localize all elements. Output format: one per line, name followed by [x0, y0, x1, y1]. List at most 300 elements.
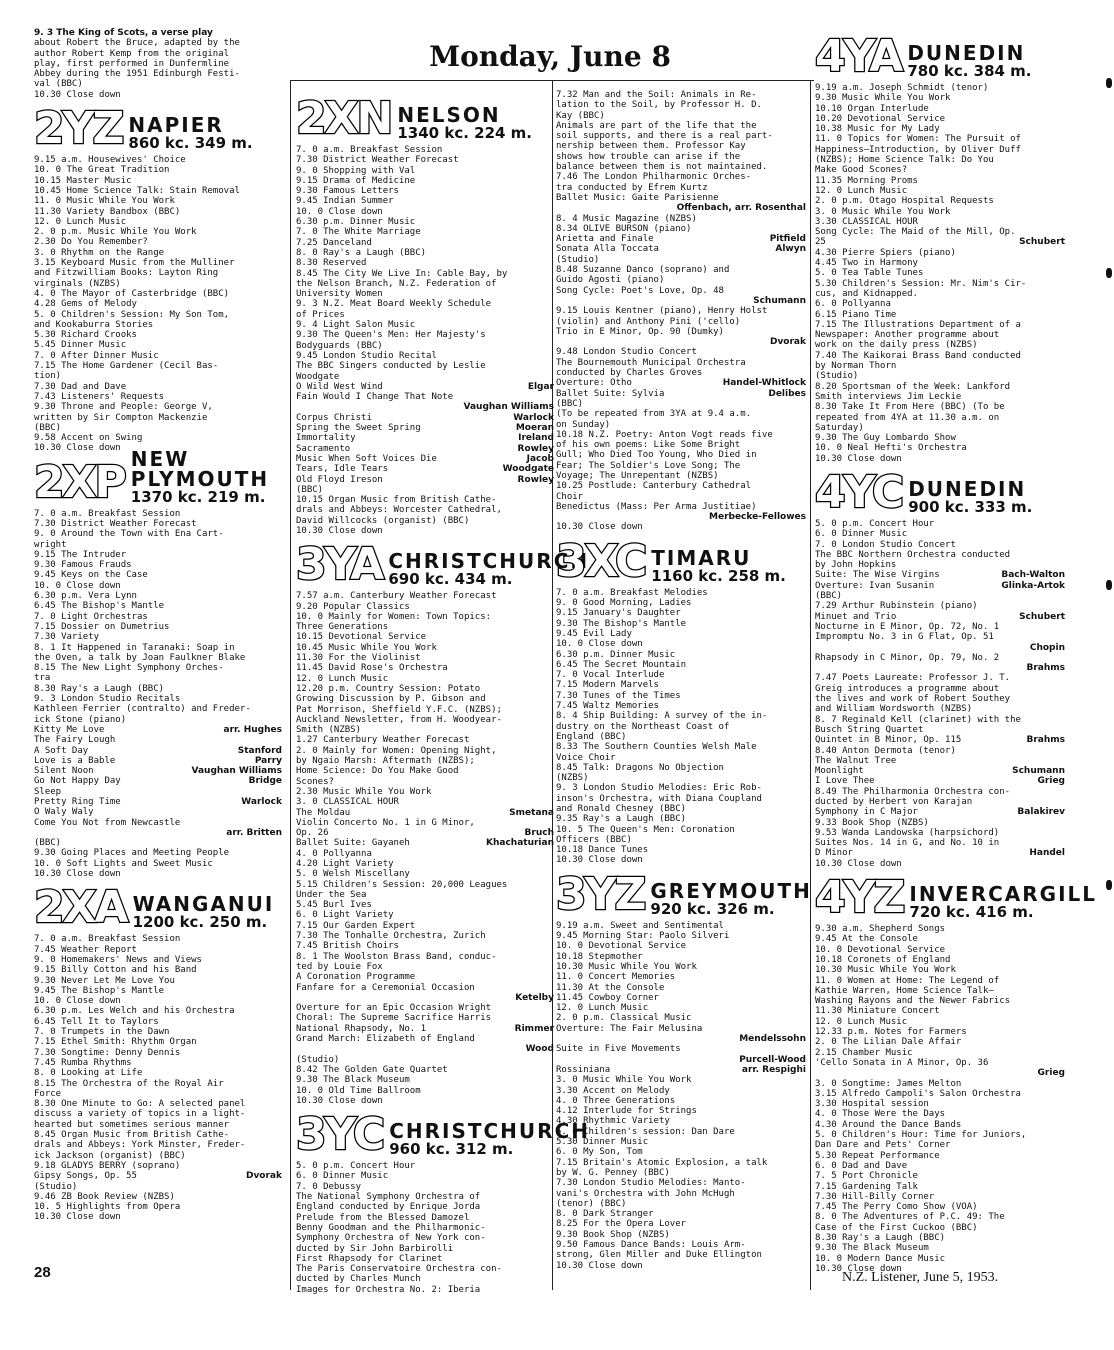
programme-text: England (BBC): [556, 731, 627, 742]
programme-line: [556, 1013, 806, 1023]
programme-line: [34, 519, 282, 529]
programme-text: of Prices: [296, 309, 345, 320]
programme-text: Smith interviews Jim Leckie: [815, 391, 962, 402]
programme-line: [34, 268, 282, 278]
programme-text: 6.30 p.m. Dinner Music: [296, 217, 416, 228]
programme-line: [815, 217, 1065, 227]
programme-line: [556, 763, 806, 773]
programme-line: [296, 341, 554, 351]
programme-text: drals and Abbeys: Worcester Cathedral,: [296, 505, 502, 516]
programme-text: 7.46 The London Philharmonic Orches-: [556, 172, 752, 183]
station-callsign: 4YA: [815, 31, 902, 82]
programme-text: 5.30 Dinner Music: [556, 1137, 649, 1148]
programme-line: [296, 1274, 554, 1284]
programme-line: [34, 704, 282, 714]
programme-text: 9. 0 Shopping with Val: [296, 165, 416, 176]
programme-text: 11. 0 Concert Memories: [556, 972, 676, 983]
programme-line: [556, 193, 806, 203]
programme-text: 8. 0 Ray's a Laugh (BBC): [296, 247, 427, 258]
programme-text: 9.15 January's Daughter: [556, 608, 681, 619]
programme-line: [34, 69, 282, 79]
programme-line: [556, 141, 806, 151]
programme-text: 7. 0 a.m. Breakfast Session: [34, 934, 181, 945]
programme-text: (violin) and Anthony Pini ('cello): [556, 316, 741, 327]
programme-line: [556, 265, 806, 275]
programme-text: 7.45 The Perry Como Show (VOA): [815, 1202, 978, 1213]
programme-text: 7.45 Rumba Rhythms: [34, 1057, 132, 1068]
programme-text: 8. 1 The Woolston Brass Band, conduc-: [296, 951, 497, 962]
programme-line: [34, 155, 282, 165]
programme-line: [296, 797, 554, 807]
programme-text: 7.15 The Home Gardener (Cecil Bas-: [34, 361, 219, 372]
programme-line: [34, 392, 282, 402]
programme-line: [815, 715, 1065, 725]
programme-line: [296, 238, 554, 248]
composer: Merbecke-Fellowes: [709, 512, 806, 523]
programme-text: The Moldau: [296, 807, 351, 818]
programme-text: 8. 7 Reginald Kell (clarinet) with the: [815, 714, 1021, 725]
station-city: TIMARU: [651, 545, 752, 570]
station-frequency: 1160 kc. 258 m.: [651, 566, 786, 585]
programme-text: Woodgate: [296, 371, 340, 382]
programme-text: 9.15 Louis Kentner (piano), Henry Holst: [556, 306, 768, 317]
programme-line: [556, 1044, 806, 1054]
programme-line: [815, 1151, 1065, 1161]
programme-line: [556, 450, 806, 460]
station-city: GREYMOUTH: [650, 878, 812, 903]
programme-line: [556, 111, 806, 121]
programme-text: 4.45 Two in Harmony: [815, 258, 918, 269]
composer: Elgar: [527, 381, 554, 392]
programme-line: [815, 371, 1065, 381]
programme-line: [34, 1202, 282, 1212]
programme-text: 9. 0 Around the Town with Ena Cart-: [34, 529, 224, 540]
programme-text: Corpus Christi: [296, 412, 372, 423]
programme-line: [296, 320, 554, 330]
station-city: NEW PLYMOUTH: [130, 446, 270, 491]
programme-text: 2. 0 Mainly for Women: Opening Night,: [296, 745, 497, 756]
programme-text: Go Not Happy Day: [34, 776, 121, 787]
programme-text: 8.33 The Southern Counties Welsh Male: [556, 742, 757, 753]
composer: Brahms: [1026, 735, 1065, 746]
programme-text: 8.45 Organ Music from British Cathe-: [34, 1130, 230, 1141]
programme-line: [556, 825, 806, 835]
programme-text: 9.33 Book Shop (NZBS): [815, 817, 929, 828]
programme-line: [815, 83, 1065, 93]
programme-line: [556, 941, 806, 951]
programme-text: (BBC): [34, 422, 62, 433]
programme-line: [815, 382, 1065, 392]
station-header: [34, 882, 282, 934]
programme-text: 9.46 ZB Book Review (NZBS): [34, 1191, 175, 1202]
programme-line: [34, 1048, 282, 1058]
programme-text: Saturday): [815, 422, 864, 433]
programme-line: [815, 828, 1065, 838]
programme-line: [556, 1055, 806, 1065]
programme-line: [34, 838, 282, 848]
programme-line: [34, 632, 282, 642]
programme-line: [556, 306, 806, 316]
programme-line: [815, 186, 1065, 196]
programme-line: [815, 1027, 1065, 1037]
programme-line: [556, 203, 806, 213]
programme-text: 7.57 a.m. Canterbury Weather Forecast: [296, 591, 497, 602]
programme-text: ducted by Charles Munch: [296, 1274, 421, 1285]
programme-text: 10.30 Close down: [296, 1095, 383, 1106]
programme-line: [296, 612, 554, 622]
programme-text: 12. 0 Lunch Music: [556, 1003, 649, 1014]
composer: Dvorak: [769, 337, 806, 348]
programme-text: 11. 0 Topics for Women: The Pursuit of: [815, 134, 1021, 145]
programme-line: [815, 248, 1065, 258]
programme-text: 9.18 GLADYS BERRY (soprano): [34, 1160, 181, 1171]
programme-text: 6. 0 Dad and Dave: [815, 1160, 908, 1171]
composer: Bach-Walton: [1001, 570, 1065, 581]
programme-text: hearted but sometimes serious manner: [34, 1119, 230, 1130]
programme-line: [556, 317, 806, 327]
programme-text: 8.30 Ray's a Laugh (BBC): [815, 1232, 946, 1243]
programme-line: [556, 660, 806, 670]
programme-text: Nocturne in E Minor, Op. 72, No. 1: [815, 621, 1000, 632]
programme-text: 10.25 Postlude: Canterbury Cathedral: [556, 481, 752, 492]
programme-text: 7. 0 Debussy: [296, 1181, 362, 1192]
programme-line: [296, 1003, 554, 1013]
programme-text: 9. 3 London Studio Recitals: [34, 694, 181, 705]
programme-text: Love is a Bable: [34, 755, 116, 766]
programme-line: [296, 756, 554, 766]
margin-mark: [1106, 880, 1112, 890]
programme-text: 10.18 N.Z. Poetry: Anton Vogt reads five: [556, 429, 773, 440]
programme-text: 9.45 Keys on the Case: [34, 570, 148, 581]
programme-line: [296, 217, 554, 227]
programme-text: National Rhapsody, No. 1: [296, 1023, 427, 1034]
programme-text: 5.45 Dinner Music: [34, 340, 127, 351]
programme-text: 10.20 Devotional Service: [815, 113, 946, 124]
programme-text: 10. 0 Old Time Ballroom: [296, 1085, 421, 1096]
programme-text: 9.30 Famous Letters: [296, 186, 399, 197]
programme-text: ick Stone (piano): [34, 714, 127, 725]
programme-line: [815, 643, 1065, 653]
programme-line: [556, 619, 806, 629]
programme-text: 12. 0 Lunch Music: [34, 216, 127, 227]
station-header: [296, 1109, 590, 1161]
programme-line: [556, 711, 806, 721]
programme-text: 6. 0 Pollyanna: [815, 299, 891, 310]
programme-line: [556, 983, 806, 993]
programme-line: [815, 838, 1065, 848]
programme-line: [556, 855, 806, 865]
programme-line: [296, 1096, 554, 1106]
programme-line: [296, 921, 554, 931]
composer: Schumann: [753, 295, 806, 306]
programme-text: 7.30 Dad and Dave: [34, 381, 127, 392]
programme-text: ick Jackson (organist) (BBC): [34, 1150, 186, 1161]
programme-text: 9.45 Indian Summer: [296, 196, 394, 207]
programme-line: [34, 413, 282, 423]
programme-text: 8. 0 Looking at Life: [34, 1068, 143, 1079]
programme-line: [815, 704, 1065, 714]
programme-line: [34, 299, 282, 309]
programme-line: [556, 1065, 806, 1075]
programme-line: [296, 1223, 554, 1233]
programme-line: [296, 910, 554, 920]
programme-line: [296, 972, 554, 982]
programme-line: [815, 746, 1065, 756]
programme-line: [556, 337, 806, 347]
programme-line: [815, 550, 1065, 560]
programme-line: [815, 279, 1065, 289]
programme-line: [34, 340, 282, 350]
programme-line: [815, 776, 1065, 786]
programme-text: 5. 0 Children's session: Dan Dare: [556, 1126, 735, 1137]
programme-line: [556, 972, 806, 982]
programme-text: (NZBS): [556, 773, 589, 784]
programme-text: The BBC Singers conducted by Leslie: [296, 361, 486, 372]
programme-text: discuss a variety of topics in a light-: [34, 1109, 246, 1120]
programme-line: [556, 1250, 806, 1260]
programme-text: Scones?: [296, 776, 334, 787]
programme-text: 7.15 Our Garden Expert: [296, 920, 416, 931]
programme-line: [815, 945, 1065, 955]
programme-text: 10.45 Music While You Work: [296, 642, 437, 653]
programme-line: [815, 1212, 1065, 1222]
station-frequency: 720 kc. 416 m.: [909, 903, 1034, 922]
programme-text: tra conducted by Efrem Kurtz: [556, 182, 708, 193]
programme-line: [34, 237, 282, 247]
programme-text: 7.30 Songtime: Denny Dennis: [34, 1047, 181, 1058]
programme-text: 7.45 Weather Report: [34, 944, 137, 955]
programme-line: [34, 945, 282, 955]
programme-text: 9.53 Wanda Landowska (harpsichord): [815, 827, 1000, 838]
programme-line: [556, 90, 806, 100]
programme-line: [34, 1006, 282, 1016]
programme-line: [815, 1254, 1065, 1264]
programme-text: 8.30 Reserved: [296, 258, 367, 269]
programme-line: [296, 1086, 554, 1096]
programme-text: 7. 0 a.m. Breakfast Session: [34, 508, 181, 519]
programme-text: 5.30 Repeat Performance: [815, 1150, 940, 1161]
programme-line: [296, 1264, 554, 1274]
programme-text: 7.47 Poets Laureate: Professor J. T.: [815, 673, 1011, 684]
programme-line: [556, 804, 806, 814]
programme-text: author Robert Kemp from the original: [34, 48, 230, 59]
programme-text: Grand March: Elizabeth of England: [296, 1034, 475, 1045]
programme-text: of his own poems: Like Some Bright: [556, 440, 741, 451]
page-title: Monday, June 8: [429, 40, 671, 73]
programme-line: [815, 443, 1065, 453]
programme-text: cus, and Kidnapped.: [815, 288, 918, 299]
programme-text: vani's Orchestra with John McHugh: [556, 1188, 735, 1199]
programme-line: [556, 327, 806, 337]
programme-line: [815, 986, 1065, 996]
programme-line: [556, 1024, 806, 1034]
programme-text: Washing Rayons and the Newer Fabrics: [815, 996, 1011, 1007]
programme-line: [556, 629, 806, 639]
programme-line: [815, 1006, 1065, 1016]
programme-text: 7.30 London Studio Melodies: Manto-: [556, 1178, 746, 1189]
programme-line: [296, 227, 554, 237]
programme-line: [556, 701, 806, 711]
programme-text: Overture for an Epic Occasion Wright: [296, 1003, 492, 1014]
programme-line: [556, 1158, 806, 1168]
composer: Handel: [1029, 848, 1065, 859]
programme-line: [815, 165, 1065, 175]
programme-line: [815, 1109, 1065, 1119]
programme-line: [296, 269, 554, 279]
programme-text: 9.35 Ray's a Laugh (BBC): [556, 814, 687, 825]
programme-text: 9.15 a.m. Housewives' Choice: [34, 155, 186, 166]
footer-credit: N.Z. Listener, June 5, 1953.: [842, 1270, 999, 1285]
programme-line: [296, 279, 554, 289]
programme-line: [296, 1244, 554, 1254]
programme-line: [556, 131, 806, 141]
programme-line: [556, 1106, 806, 1116]
programme-line: [815, 310, 1065, 320]
programme-text: 11.30 For the Violinist: [296, 653, 421, 664]
programme-line: [556, 639, 806, 649]
programme-line: [556, 962, 806, 972]
programme-line: [296, 1034, 554, 1044]
programme-text: 6. 0 My Son, Tom: [556, 1147, 643, 1158]
programme-text: 10.30 Close down: [815, 858, 902, 869]
composer: Offenbach, arr. Rosenthal: [676, 203, 806, 214]
programme-text: 12.20 p.m. Country Session: Potato: [296, 683, 481, 694]
programme-text: 9.15 Billy Cotton and his Band: [34, 965, 197, 976]
programme-line: [296, 694, 554, 704]
programme-text: and Fitzwilliam Books: Layton Ring: [34, 268, 219, 279]
programme-line: [815, 591, 1065, 601]
programme-line: [296, 464, 554, 474]
composer: Brahms: [1026, 663, 1065, 674]
programme-text: nership between them. Professor Kay: [556, 141, 746, 152]
programme-line: [34, 361, 282, 371]
station-city: NELSON: [397, 103, 501, 127]
programme-text: 4.30 Rhythmic Variety: [556, 1116, 670, 1127]
programme-text: 7. 0 Light Orchestras: [34, 611, 148, 622]
programme-text: dustry on the Northeast Coast of: [556, 721, 730, 732]
composer: Smetana: [509, 807, 554, 818]
programme-text: 5.30 Children's Session: Mr. Nim's Cir-: [815, 278, 1027, 289]
programme-text: (Studio): [815, 371, 859, 382]
programme-text: 5. 0 p.m. Concert Hour: [815, 518, 935, 529]
programme-text: 6. 0 Dinner Music: [815, 529, 908, 540]
programme-line: [815, 653, 1065, 663]
programme-text: written by Sir Compton Mackenzie: [34, 412, 208, 423]
programme-line: [34, 371, 282, 381]
programme-text: on Sunday): [556, 419, 611, 430]
programme-line: [556, 598, 806, 608]
programme-line: [34, 570, 282, 580]
composer: Parry: [254, 755, 282, 766]
programme-text: 9.30 The Bishop's Mantle: [556, 618, 687, 629]
programme-text: 10. 0 Close down: [556, 639, 643, 650]
programme-line: [296, 1055, 554, 1065]
programme-text: 7. 0 Trumpets in the Dawn: [34, 1027, 170, 1038]
programme-text: Song Cycle: Poet's Love, Op. 48: [556, 285, 724, 296]
programme-line: [815, 104, 1065, 114]
programme-line: [556, 794, 806, 804]
programme-text: and Ronald Chesney (BBC): [556, 804, 687, 814]
column-3: [556, 90, 812, 1271]
programme-line: [34, 1099, 282, 1109]
column-4: [815, 28, 1098, 1274]
programme-line: [296, 1171, 554, 1181]
programme-line: [34, 529, 282, 539]
programme-text: 3. 0 Music While You Work: [815, 206, 951, 217]
programme-text: (NZBS); Home Science Talk: Do You: [815, 155, 994, 166]
programme-text: 3.15 Keyboard Music from the Mulliner: [34, 258, 235, 269]
programme-line: [296, 1285, 554, 1295]
programme-line: [296, 186, 554, 196]
programme-line: [556, 224, 806, 234]
programme-text: 10. 0 Soft Lights and Sweet Music: [34, 858, 213, 869]
programme-line: [296, 735, 554, 745]
programme-line: [34, 176, 282, 186]
programme-text: 7.30 Tunes of the Times: [556, 690, 681, 701]
composer: Rowley: [517, 443, 554, 454]
programme-line: [296, 299, 554, 309]
programme-text: 10.30 Close down: [815, 1263, 902, 1274]
programme-text: 4.12 Interlude for Strings: [556, 1106, 697, 1117]
programme-text: 8.40 Anton Dermota (tenor): [815, 745, 956, 756]
programme-text: 9.30 The Black Museum: [296, 1075, 410, 1086]
programme-line: [556, 492, 806, 502]
programme-text: 10. 0 Close down: [34, 580, 121, 591]
programme-line: [296, 890, 554, 900]
programme-text: 5. 0 Children's Hour: Time for Juniors,: [815, 1130, 1027, 1141]
programme-text: 8.20 Sportsman of the Week: Lankford: [815, 381, 1011, 392]
programme-line: [815, 581, 1065, 591]
programme-text: 7.45 British Choirs: [296, 941, 399, 952]
programme-line: [556, 588, 806, 598]
programme-text: 4. 0 Those Were the Days: [815, 1109, 946, 1120]
programme-line: [815, 859, 1065, 869]
programme-line: [34, 591, 282, 601]
programme-line: [556, 1219, 806, 1229]
programme-line: [34, 550, 282, 560]
programme-line: [34, 828, 282, 838]
programme-line: [34, 601, 282, 611]
station-callsign: 3XC: [556, 535, 646, 587]
programme-text: Officers (BBC): [556, 834, 632, 845]
station-frequency: 920 kc. 326 m.: [650, 899, 775, 918]
programme-text: 10.18 Dance Tunes: [556, 845, 649, 856]
programme-text: 7. 0 London Studio Concert: [815, 539, 956, 550]
programme-line: [815, 1182, 1065, 1192]
programme-text: 9.58 Accent on Swing: [34, 433, 143, 444]
programme-line: [34, 38, 282, 48]
programme-line: [34, 1017, 282, 1027]
programme-line: [34, 423, 282, 433]
programme-text: 9.45 Evil Lady: [556, 628, 632, 639]
programme-text: 9.19 a.m. Sweet and Sentimental: [556, 920, 724, 931]
programme-line: [34, 248, 282, 258]
programme-text: 5.45 Burl Ives: [296, 900, 372, 911]
programme-text: Immortality: [296, 433, 356, 444]
programme-text: 6.45 The Secret Mountain: [556, 659, 687, 670]
programme-line: [34, 934, 282, 944]
programme-text: by Ngaio Marsh: Aftermath (NZBS);: [296, 756, 475, 767]
programme-text: drals and Abbeys: York Minster, Freder-: [34, 1140, 246, 1151]
programme-text: (To be repeated from 3YA at 9.4 a.m.: [556, 409, 752, 420]
programme-text: 25: [815, 237, 826, 248]
programme-line: [296, 505, 554, 515]
programme-line: [296, 1065, 554, 1075]
programme-line: [815, 818, 1065, 828]
programme-line: [34, 59, 282, 69]
programme-text: Case of the First Cuckoo (BBC): [815, 1222, 978, 1233]
programme-text: 10.30 Close down: [556, 855, 643, 866]
